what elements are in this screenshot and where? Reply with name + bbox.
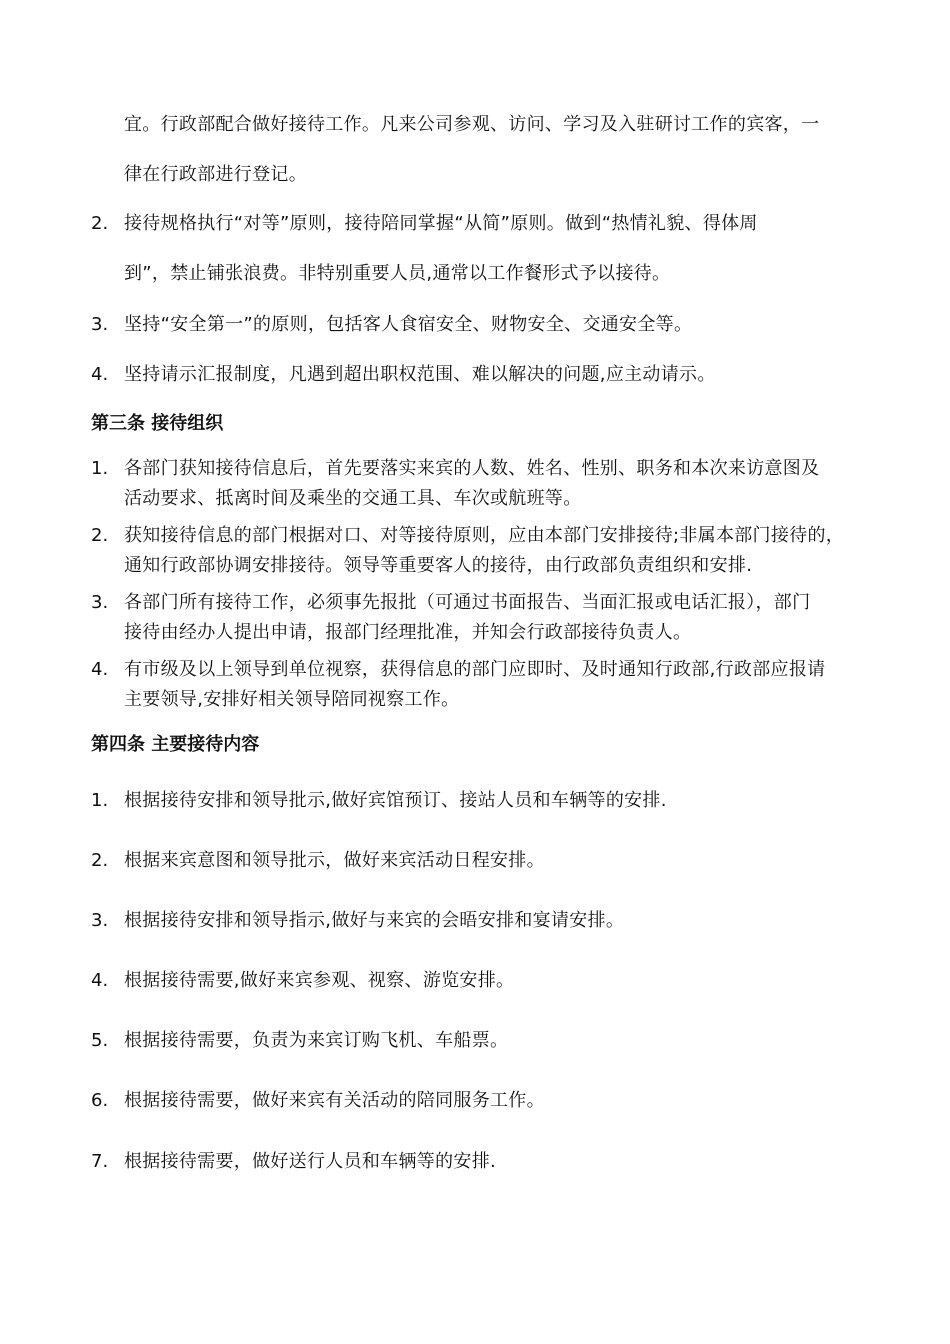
list-number: 1. <box>91 790 109 811</box>
list-number: 5. <box>91 1030 109 1051</box>
principle-text: 坚持“安全第一”的原则，包括客人食宿安全、财物安全、交通安全等。 <box>124 314 693 335</box>
list-number: 2. <box>91 850 109 871</box>
list-number: 4. <box>91 970 109 991</box>
list-text: 根据接待需要，负责为来宾订购飞机、车船票。 <box>124 1030 509 1051</box>
list-text: 活动要求、抵离时间及乘坐的交通工具、车次或航班等。 <box>124 488 582 509</box>
list-number: 1. <box>91 458 109 479</box>
list-number: 6. <box>91 1090 109 1111</box>
principle-text: 坚持请示汇报制度，凡遇到超出职权范围、难以解决的问题,应主动请示。 <box>124 364 716 385</box>
list-number: 4. <box>91 659 109 680</box>
intro-line-1: 宜。行政部配合做好接待工作。凡来公司参观、访问、学习及入驻研讨工作的宾客，一 <box>124 114 820 135</box>
list-number: 3. <box>91 592 109 613</box>
principle-number: 4. <box>91 364 109 385</box>
list-text: 根据接待需要，做好送行人员和车辆等的安排. <box>124 1151 497 1172</box>
section-title: 第三条 接待组织 <box>91 413 224 434</box>
list-text: 根据接待安排和领导批示,做好宾馆预订、接站人员和车辆等的安排. <box>124 790 667 811</box>
list-text: 通知行政部协调安排接待。领导等重要客人的接待，由行政部负责组织和安排. <box>124 555 753 576</box>
intro-line-2: 律在行政部进行登记。 <box>124 164 307 185</box>
section-title: 第四条 主要接待内容 <box>91 734 260 755</box>
list-text: 根据接待需要，做好来宾有关活动的陪同服务工作。 <box>124 1090 545 1111</box>
list-text: 各部门所有接待工作，必须事先报批（可通过书面报告、当面汇报或电话汇报），部门 <box>124 592 811 613</box>
list-number: 2. <box>91 525 109 546</box>
list-text: 根据接待安排和领导指示,做好与来宾的会晤安排和宴请安排。 <box>124 910 625 931</box>
list-text: 根据接待需要,做好来宾参观、视察、游览安排。 <box>124 970 515 991</box>
principle-number: 2. <box>91 213 109 234</box>
list-text: 有市级及以上领导到单位视察，获得信息的部门应即时、及时通知行政部,行政部应报请 <box>124 659 826 680</box>
principle-text: 到”，禁止铺张浪费。非特别重要人员,通常以工作餐形式予以接待。 <box>124 263 671 284</box>
list-number: 3. <box>91 910 109 931</box>
list-text: 主要领导,安排好相关领导陪同视察工作。 <box>124 689 460 710</box>
list-number: 7. <box>91 1151 109 1172</box>
list-text: 各部门获知接待信息后，首先要落实来宾的人数、姓名、性别、职务和本次来访意图及 <box>124 458 820 479</box>
principle-number: 3. <box>91 314 109 335</box>
list-text: 接待由经办人提出申请，报部门经理批准，并知会行政部接待负责人。 <box>124 622 692 643</box>
list-text: 根据来宾意图和领导批示，做好来宾活动日程安排。 <box>124 850 545 871</box>
list-text: 获知接待信息的部门根据对口、对等接待原则，应由本部门安排接待;非属本部门接待的， <box>124 525 845 546</box>
principle-text: 接待规格执行“对等”原则，接待陪同掌握“从简”原则。做到“热情礼貌、得体周 <box>124 213 758 234</box>
